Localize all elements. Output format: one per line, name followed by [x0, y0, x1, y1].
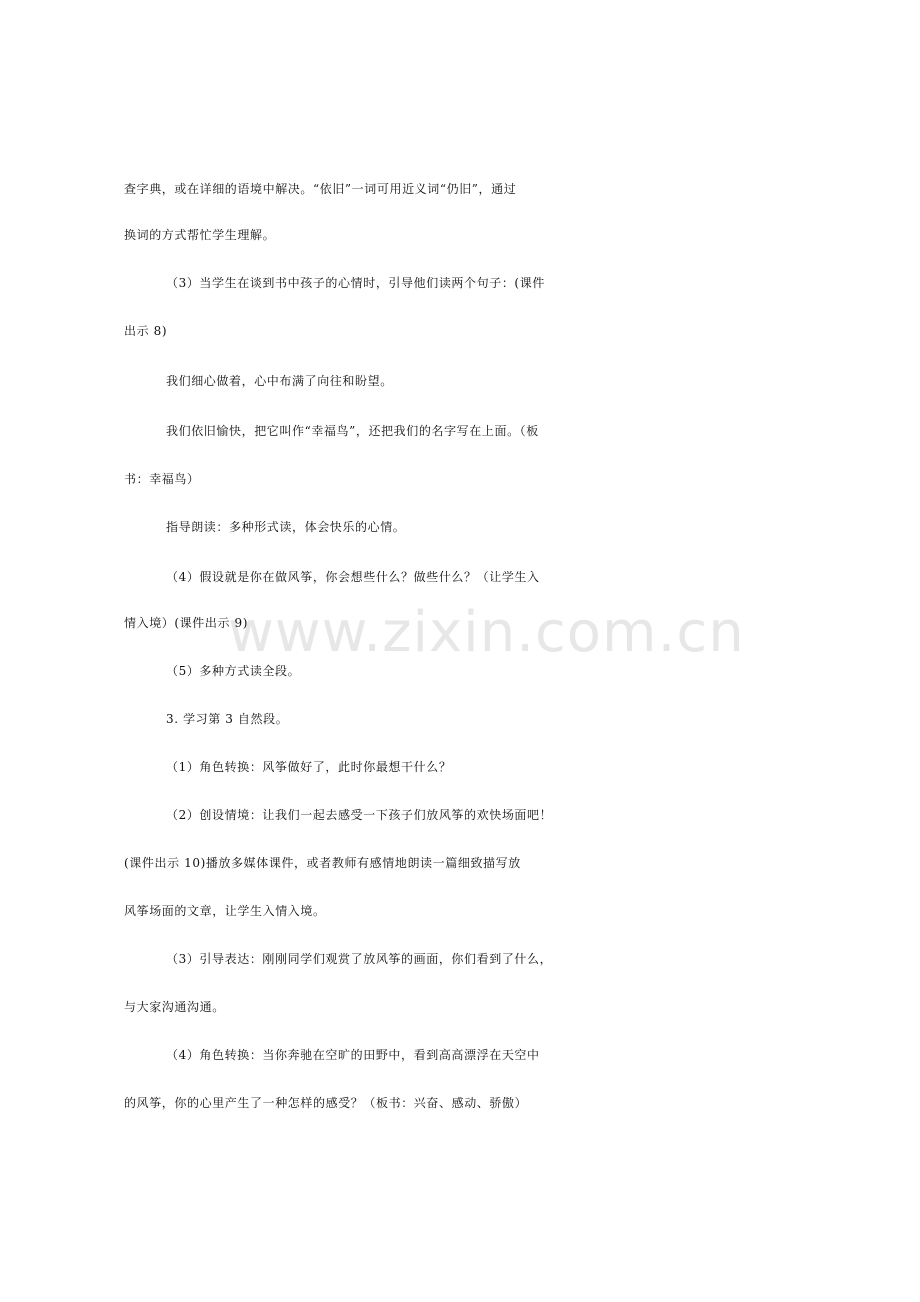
text-line: 查字典，或在详细的语境中解决。“依旧”一词可用近义词“仍旧”，通过	[124, 182, 517, 196]
text-line: 3. 学习第 3 自然段。	[166, 712, 289, 726]
text-line: （3）引导表达：刚刚同学们观赏了放风筝的画面，你们看到了什么，	[166, 952, 553, 966]
text-line: （1）角色转换：风筝做好了，此时你最想干什么？	[166, 760, 452, 774]
text-line: 书：幸福鸟）	[124, 472, 200, 486]
text-line: 情入境）(课件出示 9)	[124, 616, 249, 630]
text-line: 出示 8)	[124, 324, 168, 338]
text-line: （3）当学生在谈到书中孩子的心情时，引导他们读两个句子：(课件	[166, 276, 545, 290]
text-line: （4）假设就是你在做风筝，你会想些什么？做些什么？（让学生入	[166, 570, 540, 584]
text-line: (课件出示 10)播放多媒体课件，或者教师有感情地朗读一篇细致描写放	[124, 856, 521, 870]
text-line: 指导朗读：多种形式读，体会快乐的心情。	[166, 520, 406, 534]
text-line: 风筝场面的文章，让学生入情入境。	[124, 904, 326, 918]
text-line: （2）创设情境：让我们一起去感受一下孩子们放风筝的欢快场面吧！	[166, 808, 553, 822]
text-line: 我们细心做着，心中布满了向往和盼望。	[166, 374, 393, 388]
text-line: 的风筝，你的心里产生了一种怎样的感受？（板书：兴奋、感动、骄傲）	[124, 1096, 528, 1110]
text-line: 与大家沟通沟通。	[124, 1000, 225, 1014]
text-line: （4）角色转换：当你奔驰在空旷的田野中，看到高高漂浮在天空中	[166, 1048, 540, 1062]
watermark: www.zixin.com.cn	[228, 600, 745, 665]
text-line: 换词的方式帮忙学生理解。	[124, 228, 276, 242]
text-line: （5）多种方式读全段。	[166, 664, 301, 678]
text-line: 我们依旧愉快，把它叫作“幸福鸟”，还把我们的名字写在上面。（板	[166, 424, 539, 438]
